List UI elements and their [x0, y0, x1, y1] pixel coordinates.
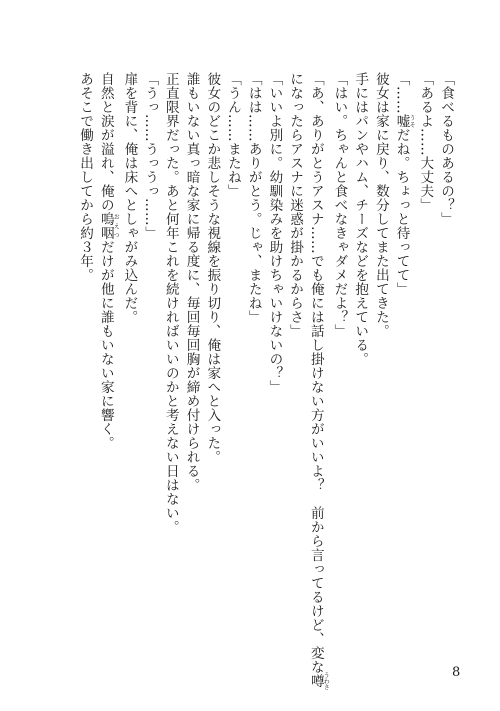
text-line	[95, 72, 119, 652]
ruby-base: 噂	[307, 672, 324, 690]
text-line: 「食べるものあるの？」	[438, 72, 454, 226]
text-line: 「はは……ありがとう。じゃ、またね」	[245, 72, 262, 324]
ruby-uso	[393, 114, 416, 128]
text-line: 「いいよ別に。幼馴染みを助けちゃいけないの？」	[266, 72, 283, 394]
text-line: 彼女のどこか悲しそうな視線を振り切り、俺は家へと入った。	[204, 72, 221, 464]
ruby-oetsu	[97, 212, 120, 240]
text-line: 「……嘘うそだね。ちょっと待ってて」	[393, 72, 416, 296]
text-line: あそこで働き出してから約３年。	[77, 72, 94, 282]
text-segment: 自然と涙が溢れ、俺の	[97, 72, 114, 212]
text-segment: 「あ、ありがとうアスナ……でも俺には話し掛けない方がいいよ？ 前から言ってるけど、変な	[307, 72, 324, 674]
text-segment: だけが他に誰もいない家に響く。	[97, 240, 114, 450]
text-line: 扉を背に、俺は床へとしゃがみ込んだ。	[121, 72, 138, 324]
ruby-base: 嘘	[393, 114, 410, 128]
text-line: 「あるよ……大丈夫」	[417, 72, 434, 212]
text-line: 手にはパンやハム、チーズなどを抱えている。	[352, 72, 369, 366]
ruby-uwasa	[307, 672, 330, 690]
text-line: 正直限界だった。あと何年これを続ければいいのかと考えない日はない。	[162, 72, 179, 534]
ruby-base: 嗚咽	[97, 212, 114, 240]
text-line: 「うっ……うっうっ……」	[142, 72, 159, 240]
ruby-reading: おえつ	[112, 212, 120, 240]
text-line: 誰もいない真っ暗な家に帰る度に、毎回毎回胸が締め付けられる。	[183, 72, 200, 492]
vertical-text-body	[56, 72, 456, 690]
text-line	[305, 72, 330, 690]
text-line: 「うん……またね」	[224, 72, 241, 198]
text-line: 彼女は家に戻り、数分してまた出てきた。	[372, 72, 389, 338]
text-line: 「はい。ちゃんと食べなきゃダメだよ？」	[331, 72, 348, 338]
ruby-reading: うそ	[408, 114, 416, 128]
ruby-reading: うわさ	[322, 672, 330, 690]
text-line: になったらアスナに迷惑が掛かるからさ」	[287, 72, 304, 338]
page-number: 8	[452, 665, 461, 680]
